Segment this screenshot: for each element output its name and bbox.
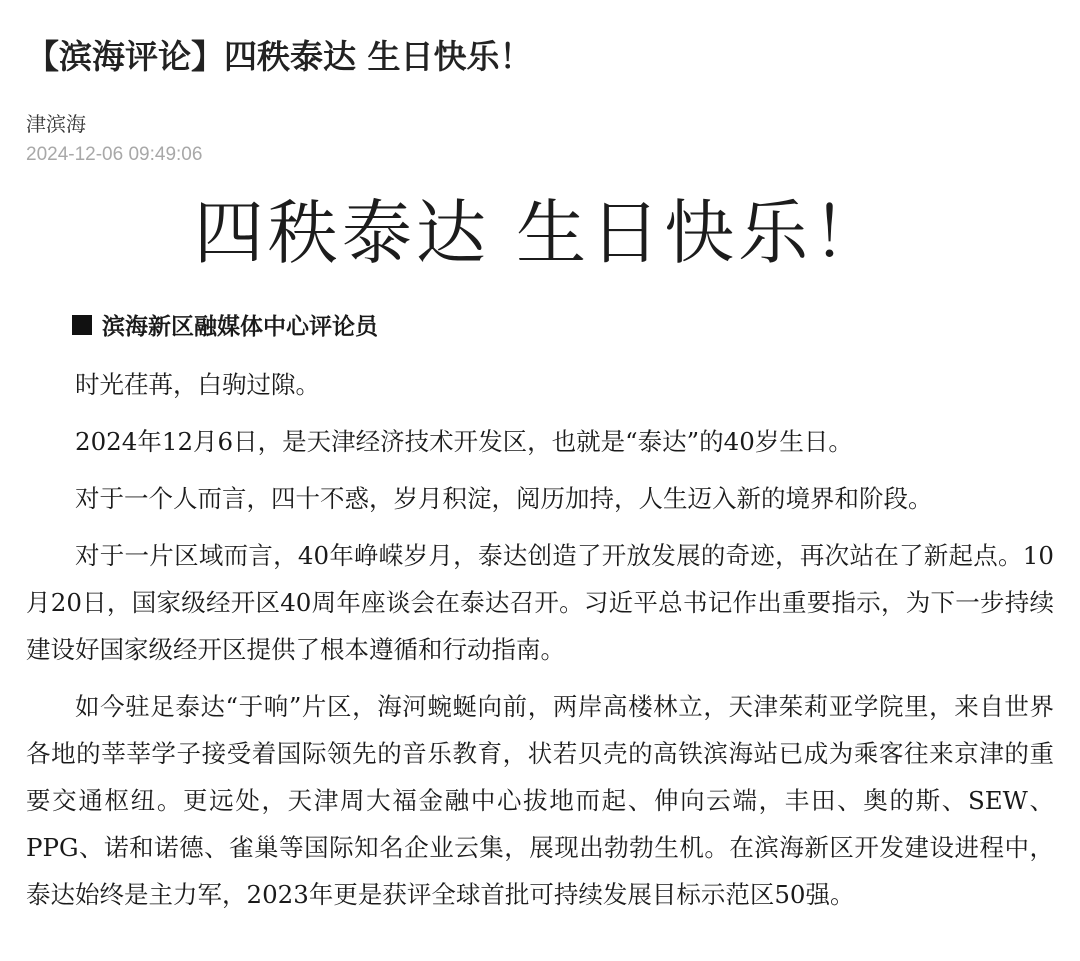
paragraph-1: 时光荏苒，白驹过隙。 xyxy=(75,370,320,399)
paragraph-3: 对于一个人而言，四十不惑，岁月积淀，阅历加持，人生迈入新的境界和阶段。 xyxy=(75,484,933,513)
paragraph-5: 如今驻足泰达“于响”片区，海河蜿蜒向前，两岸高楼林立，天津茱莉亚学院里，来自世界各地的莘莘学子接受着国际领先的音乐教育，状若贝壳的高铁滨海站已成为乘客往来京津的重要交通枢纽。更远处，天津周大福金融中心拔地而起、伸向云端，丰田、奥的斯、SEW、PPG、诺和诺德、雀巢等国际知名企业云集，展现出勃勃生机。在滨海新区开发建设进程中，泰达始终是主力军，2023年更是获评全球首批可持续发展目标示范区50强。 xyxy=(26,692,1054,909)
byline-text: 滨海新区融媒体中心评论员 xyxy=(102,314,378,340)
byline xyxy=(26,304,1054,351)
article-title: 【滨海评论】四秩泰达 生日快乐！ xyxy=(26,37,533,76)
author-name[interactable]: 津滨海 xyxy=(26,112,86,136)
publish-datetime: 2024-12-06 09:49:06 xyxy=(26,144,203,165)
square-bullet-icon xyxy=(72,315,92,335)
paragraph-2: 2024年12月6日，是天津经济技术开发区，也就是“泰达”的40岁生日。 xyxy=(75,427,853,456)
paragraph-4: 对于一片区域而言，40年峥嵘岁月，泰达创造了开放发展的奇迹，再次站在了新起点。10月20日，国家级经开区40周年座谈会在泰达召开。习近平总书记作出重要指示，为下一步持续建设好国家级经开区提供了根本遵循和行动指南。 xyxy=(26,541,1054,664)
article-body xyxy=(26,304,1054,918)
banner-heading: 四秩泰达 生日快乐！ xyxy=(193,192,887,274)
